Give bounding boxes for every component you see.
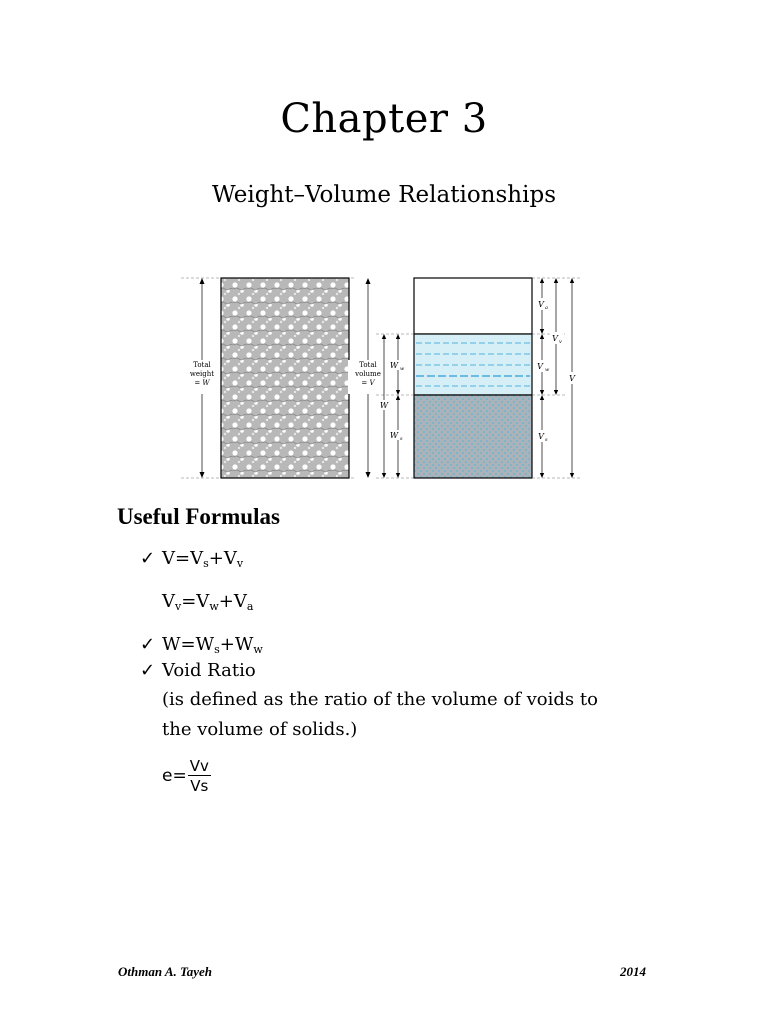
formula-total-weight: ✓ $W=W_s+W_w$ xyxy=(140,634,263,656)
label-vw-sub: w xyxy=(545,367,550,373)
label-vw: V xyxy=(537,362,543,371)
label-v: V xyxy=(569,374,575,383)
solids-phase xyxy=(414,395,532,478)
label-total-volume-2: volume xyxy=(355,370,381,378)
void-ratio-lhs: e= xyxy=(162,766,187,786)
void-ratio-equation xyxy=(162,758,211,794)
label-vs-sub: s xyxy=(545,437,548,443)
formula-void-ratio-heading: ✓ Void Ratio xyxy=(140,660,256,681)
void-ratio-definition-line1: (is defined as the ratio of the volume of voids to xyxy=(162,689,598,710)
label-ww: W xyxy=(389,361,399,370)
label-ws: W xyxy=(389,431,399,440)
air-phase xyxy=(414,278,532,334)
formula-void-volume: $V_v=V_w+V_a$ xyxy=(162,591,254,613)
checkmark-icon: ✓ xyxy=(140,634,156,655)
label-va: V xyxy=(538,300,544,309)
void-ratio-numerator: Vv xyxy=(189,757,209,775)
chapter-title: Chapter 3 xyxy=(280,96,488,142)
label-total-weight-1: Total xyxy=(193,361,211,369)
label-vv: V xyxy=(552,334,558,343)
soil-sample-block xyxy=(221,278,349,478)
checkmark-icon: ✓ xyxy=(140,660,156,681)
chapter-subtitle: Weight–Volume Relationships xyxy=(211,182,556,208)
label-ws-sub: s xyxy=(400,436,403,442)
label-total-weight-2: weight xyxy=(189,370,215,378)
phase-diagram-svg xyxy=(176,268,596,488)
label-va-sub: a xyxy=(545,305,548,311)
section-heading-useful-formulas: Useful Formulas xyxy=(117,504,280,529)
formula-total-volume: ✓ $V=V_s+V_v$ xyxy=(140,548,244,570)
footer-year: 2014 xyxy=(620,964,646,979)
label-vs: V xyxy=(538,432,544,441)
label-total-volume-3: = V xyxy=(361,379,375,387)
void-ratio-definition-line2: the volume of solids.) xyxy=(162,719,358,740)
label-vv-sub: v xyxy=(559,339,562,345)
footer-author: Othman A. Tayeh xyxy=(118,964,213,979)
void-ratio-fraction xyxy=(188,758,211,794)
label-ww-sub: w xyxy=(400,366,405,372)
label-w: W xyxy=(379,401,389,410)
label-total-volume-1: Total xyxy=(359,361,377,369)
void-ratio-denominator: Vs xyxy=(190,777,209,795)
label-total-weight-3: = W xyxy=(194,379,210,387)
checkmark-icon: ✓ xyxy=(140,548,156,569)
weight-volume-diagram xyxy=(176,268,596,488)
